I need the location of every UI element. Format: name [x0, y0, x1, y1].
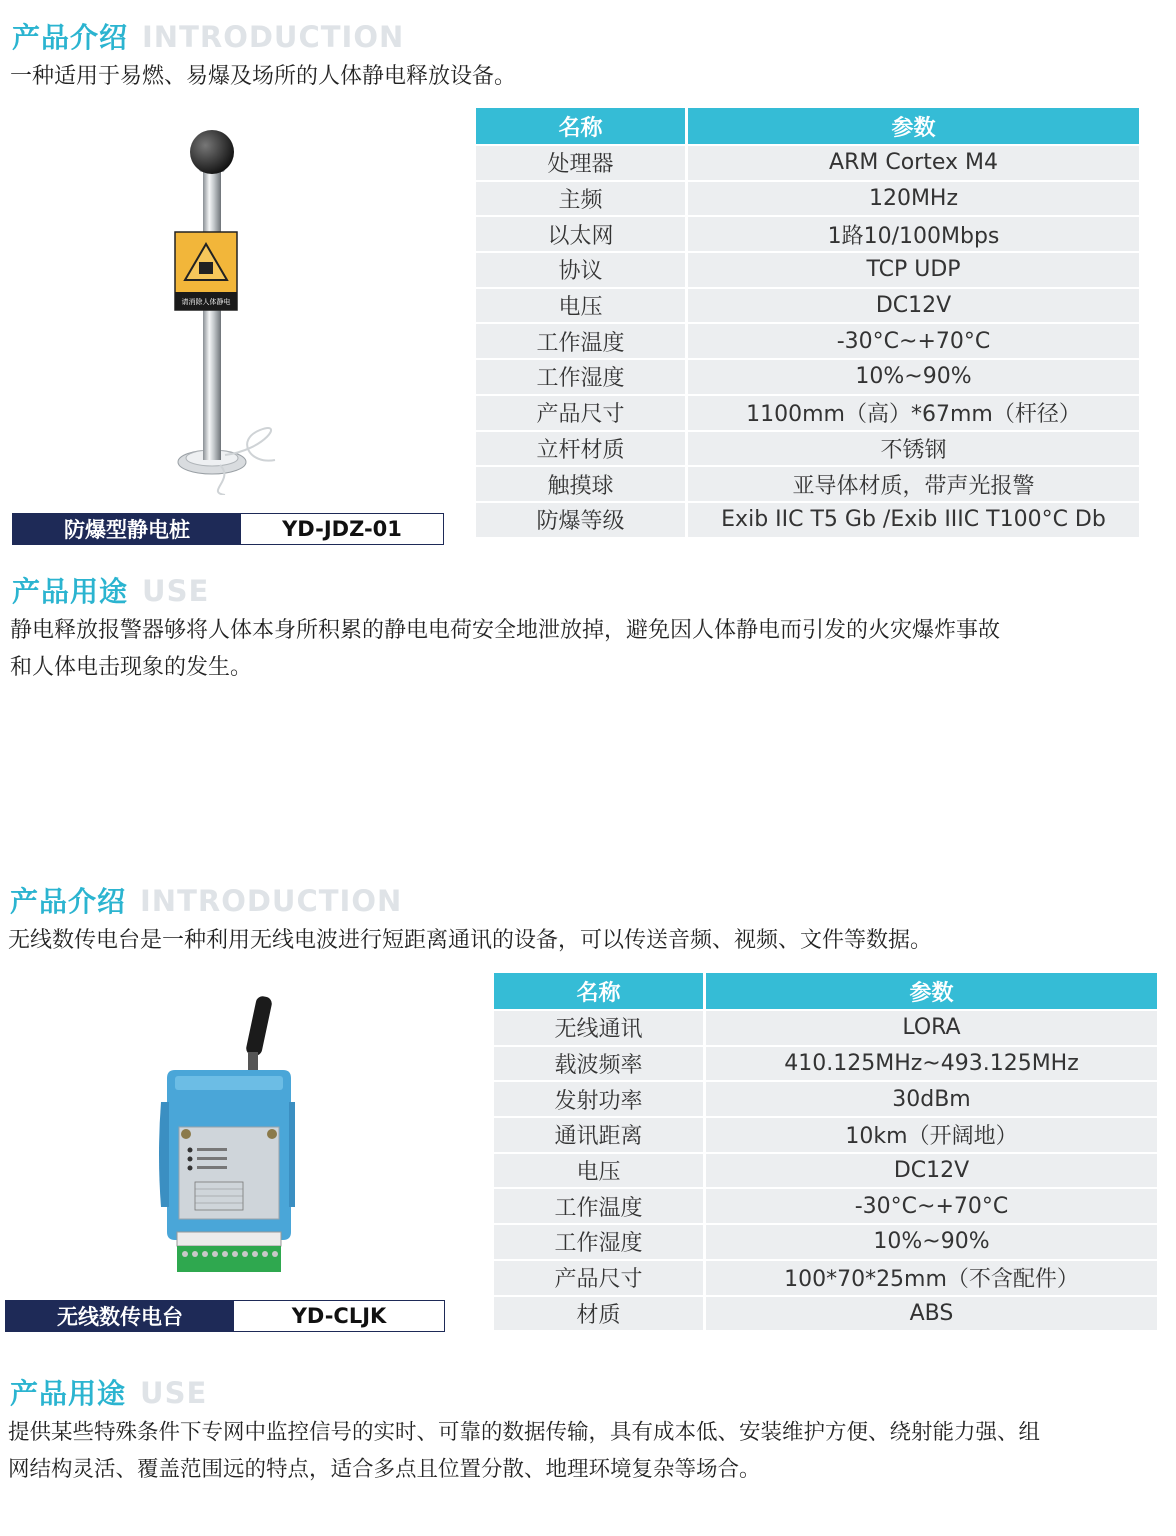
- section1-use-heading: [12, 570, 209, 610]
- row-value: DC12V: [706, 1154, 1157, 1188]
- section1-use-text: [10, 612, 1000, 686]
- table-row: [494, 1011, 1157, 1045]
- table-row: [494, 1297, 1157, 1331]
- header-name: 名称: [476, 108, 688, 144]
- section1-intro-text: 一种适用于易燃、易爆及场所的人体静电释放设备。: [10, 64, 517, 89]
- row-name: 载波频率: [494, 1047, 706, 1081]
- table-row: [494, 1082, 1157, 1116]
- table-row: [476, 396, 1139, 430]
- row-name: 无线通讯: [494, 1011, 706, 1045]
- table-row: [476, 432, 1139, 466]
- row-name: 材质: [494, 1297, 706, 1331]
- wireless-radio-image: [155, 992, 295, 1277]
- row-name: 发射功率: [494, 1082, 706, 1116]
- product-model: YD-JDZ-01: [241, 514, 443, 544]
- section2-intro-heading: [10, 880, 402, 920]
- row-value: 1路10/100Mbps: [688, 217, 1139, 251]
- section2-product-label: [5, 1300, 445, 1332]
- use-text-line: 提供某些特殊条件下专网中监控信号的实时、可靠的数据传输，具有成本低、安装维护方便、绕射能力强、组: [8, 1420, 1041, 1445]
- row-value: TCP UDP: [688, 253, 1139, 287]
- use-heading-en: USE: [140, 1376, 208, 1410]
- section2-intro-text: 无线数传电台是一种利用无线电波进行短距离通讯的设备，可以传送音频、视频、文件等数据。: [8, 928, 933, 953]
- use-heading-en: USE: [142, 574, 210, 608]
- row-name: 以太网: [476, 217, 688, 251]
- section1-product-label: [12, 513, 444, 545]
- row-value: 120MHz: [688, 182, 1139, 216]
- row-value: DC12V: [688, 289, 1139, 323]
- row-value: 10km（开阔地）: [706, 1118, 1157, 1152]
- row-value: Exib IIC T5 Gb /Exib IIIC T100°C Db: [688, 503, 1139, 537]
- row-name: 触摸球: [476, 467, 688, 501]
- product-name: 防爆型静电桩: [13, 514, 241, 544]
- use-text-line: 网结构灵活、覆盖范围远的特点，适合多点且位置分散、地理环境复杂等场合。: [8, 1457, 761, 1482]
- static-discharge-pole-image: [165, 120, 290, 495]
- intro-heading-cn: 产品介绍: [10, 885, 127, 918]
- row-value: ARM Cortex M4: [688, 146, 1139, 180]
- row-value: -30°C~+70°C: [706, 1189, 1157, 1223]
- table-row: [476, 324, 1139, 358]
- table-row: [494, 1189, 1157, 1223]
- intro-heading-en: INTRODUCTION: [140, 884, 403, 918]
- section1-intro-heading: [12, 16, 404, 56]
- row-value: 100*70*25mm（不含配件）: [706, 1261, 1157, 1295]
- table-header-row: [494, 973, 1157, 1009]
- use-text-line: 静电释放报警器够将人体本身所积累的静电电荷安全地泄放掉，避免因人体静电而引发的火灾爆炸事故: [10, 618, 1001, 643]
- row-value: ABS: [706, 1297, 1157, 1331]
- section1-spec-table: [476, 106, 1139, 539]
- table-row: [494, 1118, 1157, 1152]
- row-value: 30dBm: [706, 1082, 1157, 1116]
- row-name: 协议: [476, 253, 688, 287]
- row-name: 立杆材质: [476, 432, 688, 466]
- table-row: [476, 503, 1139, 537]
- table-row: [476, 146, 1139, 180]
- product-name: 无线数传电台: [6, 1301, 234, 1331]
- row-value: -30°C~+70°C: [688, 324, 1139, 358]
- row-name: 主频: [476, 182, 688, 216]
- use-heading-cn: 产品用途: [10, 1377, 127, 1410]
- table-row: [494, 1225, 1157, 1259]
- row-name: 防爆等级: [476, 503, 688, 537]
- use-text-line: 和人体电击现象的发生。: [10, 655, 253, 680]
- row-name: 工作湿度: [494, 1225, 706, 1259]
- row-value: 亚导体材质，带声光报警: [688, 467, 1139, 501]
- table-header-row: [476, 108, 1139, 144]
- table-row: [476, 182, 1139, 216]
- row-value: 10%~90%: [706, 1225, 1157, 1259]
- table-row: [476, 360, 1139, 394]
- section2-use-heading: [10, 1372, 207, 1412]
- table-row: [494, 1047, 1157, 1081]
- row-name: 电压: [494, 1154, 706, 1188]
- row-name: 工作温度: [494, 1189, 706, 1223]
- use-heading-cn: 产品用途: [12, 575, 129, 608]
- row-name: 工作温度: [476, 324, 688, 358]
- section2-spec-table: [494, 971, 1157, 1332]
- row-value: 10%~90%: [688, 360, 1139, 394]
- table-row: [476, 467, 1139, 501]
- header-name: 名称: [494, 973, 706, 1009]
- row-name: 工作湿度: [476, 360, 688, 394]
- row-name: 电压: [476, 289, 688, 323]
- header-value: 参数: [688, 108, 1139, 144]
- table-row: [476, 289, 1139, 323]
- row-name: 产品尺寸: [476, 396, 688, 430]
- pole-sign-text: 请消除人体静电: [181, 298, 231, 306]
- header-value: 参数: [706, 973, 1157, 1009]
- table-row: [476, 253, 1139, 287]
- product-model: YD-CLJK: [234, 1301, 444, 1331]
- intro-heading-cn: 产品介绍: [12, 21, 129, 54]
- section2-use-text: [8, 1414, 1040, 1488]
- table-row: [476, 217, 1139, 251]
- row-value: 不锈钢: [688, 432, 1139, 466]
- row-value: 1100mm（高）*67mm（杆径）: [688, 396, 1139, 430]
- row-name: 通讯距离: [494, 1118, 706, 1152]
- row-name: 产品尺寸: [494, 1261, 706, 1295]
- table-row: [494, 1154, 1157, 1188]
- row-name: 处理器: [476, 146, 688, 180]
- table-row: [494, 1261, 1157, 1295]
- row-value: LORA: [706, 1011, 1157, 1045]
- row-value: 410.125MHz~493.125MHz: [706, 1047, 1157, 1081]
- intro-heading-en: INTRODUCTION: [142, 20, 405, 54]
